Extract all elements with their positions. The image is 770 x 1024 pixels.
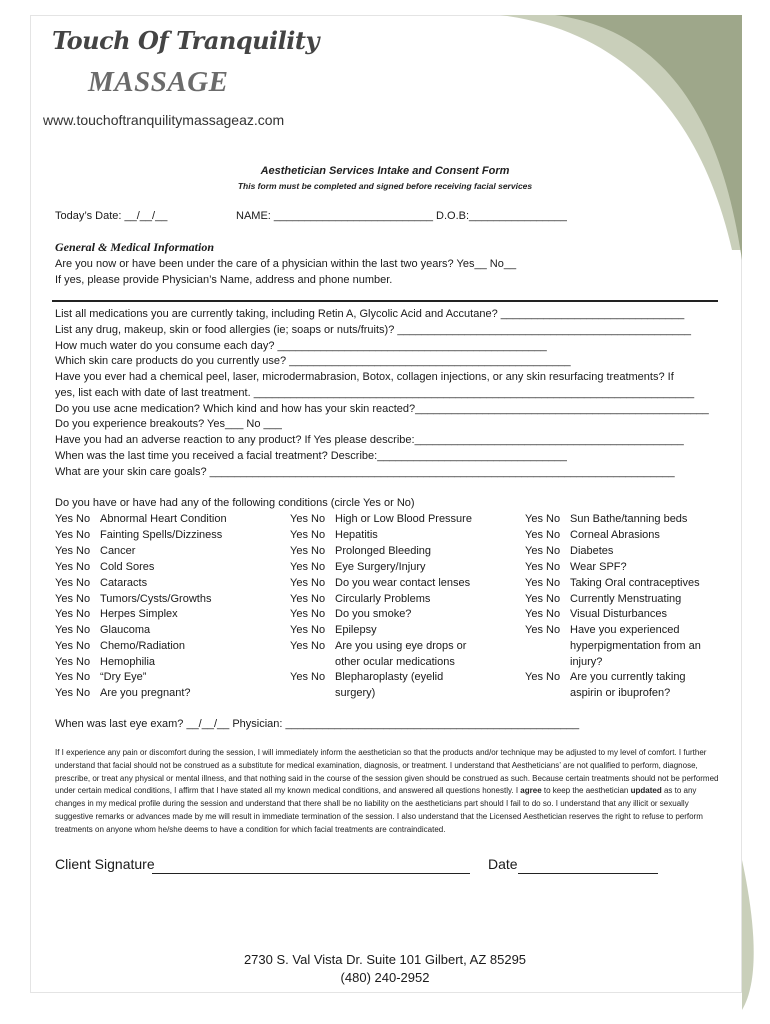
yes-no-choice[interactable]: Yes No: [55, 593, 91, 605]
footer-phone: (480) 240-2952: [340, 970, 430, 985]
yes-no-choice[interactable]: Yes No: [290, 561, 326, 573]
consent-text-3: as to any changes in my medical profile during the session and understand that there shall be no liability on the aestheticians part should I fail to do so. I understand that any illicit or sexually suggestive remarks or advances made by me will result in immediate termination of the session. I also understand that the Licensed Aesthetician reserves the right to refuse to perform treatments on anyone whom he/she deems to have a condition for which facial treatments are contraindicated.: [55, 786, 703, 834]
condition-label: Abnormal Heart Condition: [100, 513, 227, 525]
yes-no-choice[interactable]: Yes No: [290, 513, 326, 525]
condition-label: Glaucoma: [100, 624, 151, 636]
condition-label: Currently Menstruating: [570, 593, 682, 605]
yes-no-choice[interactable]: Yes No: [525, 577, 561, 589]
yes-no-choice[interactable]: Yes No: [55, 545, 91, 557]
yes-no-choice[interactable]: Yes No: [525, 608, 561, 620]
condition-label: Circularly Problems: [335, 593, 431, 605]
condition-label: Cancer: [100, 545, 136, 557]
consent-agree: agree: [520, 786, 542, 796]
question-skin-products[interactable]: Which skin care products do you currently use? ______________________________________________: [55, 355, 571, 367]
condition-label: Fainting Spells/Dizziness: [100, 529, 223, 541]
condition-label: Chemo/Radiation: [100, 640, 185, 652]
question-treatments-cont[interactable]: yes, list each with date of last treatment. ________________________________________________________________________: [55, 387, 695, 399]
condition-label: Hepatitis: [335, 529, 378, 541]
condition-label: Are you currently taking: [570, 671, 686, 683]
consent-text-2: to keep the aesthetician: [541, 786, 631, 796]
client-signature-label: Client Signature: [55, 856, 155, 872]
website-link[interactable]: www.touchoftranquilitymassageaz.com: [43, 112, 285, 128]
condition-label: surgery): [335, 687, 376, 699]
yes-no-choice[interactable]: Yes No: [290, 640, 326, 652]
condition-label: Epilepsy: [335, 624, 377, 636]
yes-no-choice[interactable]: Yes No: [55, 656, 91, 668]
condition-label: Diabetes: [570, 545, 614, 557]
consent-updated: updated: [630, 786, 662, 796]
yes-no-choice[interactable]: Yes No: [55, 513, 91, 525]
condition-label: injury?: [570, 656, 603, 668]
condition-label: Tumors/Cysts/Growths: [100, 593, 212, 605]
section-heading-general: General & Medical Information: [55, 240, 215, 254]
footer-address: 2730 S. Val Vista Dr. Suite 101 Gilbert, AZ 85295: [243, 952, 527, 967]
yes-no-choice[interactable]: Yes No: [290, 577, 326, 589]
condition-label: Hemophilia: [100, 656, 156, 668]
condition-label: Herpes Simplex: [100, 608, 178, 620]
yes-no-choice[interactable]: Yes No: [525, 513, 561, 525]
form-subtitle: This form must be completed and signed before receiving facial services: [237, 181, 533, 191]
question-adverse-reaction[interactable]: Have you had an adverse reaction to any product? If Yes please describe:____________________________________________: [55, 434, 684, 446]
client-signature-line[interactable]: [152, 873, 470, 874]
physician-info-question[interactable]: If yes, please provide Physician’s Name, address and phone number.: [55, 274, 393, 286]
yes-no-choice[interactable]: Yes No: [525, 671, 561, 683]
condition-label: other ocular medications: [335, 656, 455, 668]
consent-paragraph: [55, 747, 720, 837]
yes-no-choice[interactable]: Yes No: [55, 608, 91, 620]
question-allergies[interactable]: List any drug, makeup, skin or food allergies (ie; soaps or nuts/fruits)? ________________________________________________: [55, 324, 692, 336]
yes-no-choice[interactable]: Yes No: [290, 624, 326, 636]
brand-script-name: Touch Of Tranquility: [52, 26, 319, 55]
condition-label: “Dry Eye”: [100, 671, 147, 683]
yes-no-choice[interactable]: Yes No: [55, 577, 91, 589]
yes-no-choice[interactable]: Yes No: [55, 561, 91, 573]
condition-label: Cold Sores: [100, 561, 155, 573]
yes-no-choice[interactable]: Yes No: [525, 529, 561, 541]
yes-no-choice[interactable]: Yes No: [525, 593, 561, 605]
date-signature-line[interactable]: [518, 873, 658, 874]
last-eye-exam-field[interactable]: When was last eye exam? __/__/__ Physician: ________________________________________________: [55, 718, 580, 730]
condition-label: Cataracts: [100, 577, 148, 589]
condition-label: Visual Disturbances: [570, 608, 668, 620]
question-treatments[interactable]: Have you ever had a chemical peel, laser, microdermabrasion, Botox, collagen injections, or any skin resurfacing treatments? If: [55, 371, 674, 383]
condition-label: Have you experienced: [570, 624, 680, 636]
question-last-facial[interactable]: When was the last time you received a facial treatment? Describe:_______________________________: [55, 450, 567, 462]
name-dob-field[interactable]: NAME: __________________________ D.O.B:________________: [236, 210, 567, 222]
date-label: Date: [488, 856, 518, 872]
condition-label: High or Low Blood Pressure: [335, 513, 472, 525]
physician-care-question[interactable]: Are you now or have been under the care of a physician within the last two years? Yes__ No__: [55, 258, 517, 270]
condition-label: Are you using eye drops or: [335, 640, 467, 652]
yes-no-choice[interactable]: Yes No: [290, 545, 326, 557]
question-water[interactable]: How much water do you consume each day? ____________________________________________: [55, 340, 547, 352]
yes-no-choice[interactable]: Yes No: [525, 561, 561, 573]
yes-no-choice[interactable]: Yes No: [55, 671, 91, 683]
yes-no-choice[interactable]: Yes No: [525, 624, 561, 636]
condition-label: aspirin or ibuprofen?: [570, 687, 671, 699]
condition-label: Are you pregnant?: [100, 687, 191, 699]
question-breakouts[interactable]: Do you experience breakouts? Yes___ No ___: [55, 418, 282, 430]
condition-label: Do you wear contact lenses: [335, 577, 471, 589]
yes-no-choice[interactable]: Yes No: [55, 640, 91, 652]
yes-no-choice[interactable]: Yes No: [55, 529, 91, 541]
condition-label: Blepharoplasty (eyelid: [335, 671, 444, 683]
condition-label: Prolonged Bleeding: [335, 545, 432, 557]
question-skin-goals[interactable]: What are your skin care goals? ____________________________________________________________________________: [55, 466, 675, 478]
conditions-intro: Do you have or have had any of the following conditions (circle Yes or No): [55, 497, 415, 509]
condition-label: Do you smoke?: [335, 608, 412, 620]
condition-label: Corneal Abrasions: [570, 529, 660, 541]
section-divider: [52, 300, 718, 302]
condition-label: Taking Oral contraceptives: [570, 577, 700, 589]
consent-text-1: If I experience any pain or discomfort during the session, I will immediately inform the aesthetician so that the products and/or technique may be adjusted to my level of comfort. I further understand that facial should not be construed as a substitute for medical examination, diagnosis, or treatment. I understand that Aestheticians’ are not qualified to perform, diagnose, prescribe, or treat any physical or mental illness, and that nothing said in the course of the session given should be construed as such. Because certain treatments should not be performed under certain medical conditions, I affirm that I have stated all my known medical conditions, and answered all questions honestly. I: [55, 748, 719, 796]
form-title: Aesthetician Services Intake and Consent Form: [260, 165, 510, 177]
yes-no-choice[interactable]: Yes No: [55, 624, 91, 636]
yes-no-choice[interactable]: Yes No: [290, 529, 326, 541]
brand-massage: MASSAGE: [88, 66, 229, 98]
yes-no-choice[interactable]: Yes No: [290, 593, 326, 605]
condition-label: Sun Bathe/tanning beds: [570, 513, 688, 525]
yes-no-choice[interactable]: Yes No: [290, 671, 326, 683]
condition-label: hyperpigmentation from an: [570, 640, 701, 652]
yes-no-choice[interactable]: Yes No: [290, 608, 326, 620]
question-medications[interactable]: List all medications you are currently taking, including Retin A, Glycolic Acid and Accutane? ______________________________: [55, 308, 685, 320]
yes-no-choice[interactable]: Yes No: [525, 545, 561, 557]
yes-no-choice[interactable]: Yes No: [55, 687, 91, 699]
condition-label: Eye Surgery/Injury: [335, 561, 426, 573]
todays-date-field[interactable]: Today’s Date: __/__/__: [55, 210, 168, 222]
condition-label: Wear SPF?: [570, 561, 627, 573]
question-acne-medication[interactable]: Do you use acne medication? Which kind and how has your skin reacted?________________________________________________: [55, 403, 709, 415]
